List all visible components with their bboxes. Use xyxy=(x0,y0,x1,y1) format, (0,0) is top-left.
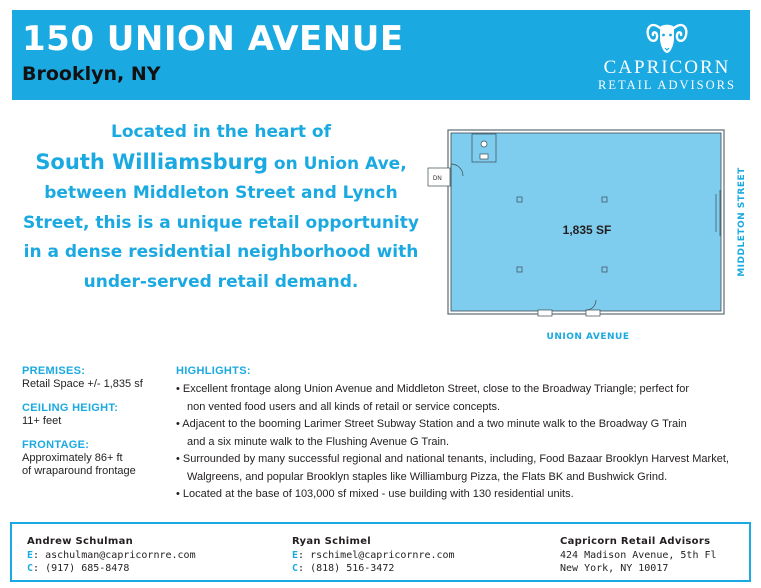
company-card xyxy=(560,535,717,576)
street-label-right: MIDDLETON STREET xyxy=(737,167,747,277)
company-logo xyxy=(592,16,742,96)
highlight-item: • Adjacent to the booming Larimer Street Subway Station and a two minute walk to the Broadway G Train xyxy=(176,418,687,430)
spec-value: Approximately 86+ ft xyxy=(22,452,123,464)
area-label: 1,835 SF xyxy=(562,223,612,237)
contact-card xyxy=(27,535,196,576)
specs-column xyxy=(22,365,172,489)
highlight-item: • Located at the base of 103,000 sf mixed - use building with 130 residential units. xyxy=(176,488,574,500)
highlight-item: • Excellent frontage along Union Avenue and Middleton Street, close to the Broadway Triangle; perfect for xyxy=(176,383,690,395)
property-location: Brooklyn, NY xyxy=(22,63,161,85)
company-address-line: 424 Madison Avenue, 5th Fl xyxy=(560,549,717,561)
highlight-item-cont: Walgreens, and popular Brooklyn staples like Williamburg Pizza, the Flats BK and Bushwick Grind. xyxy=(187,470,668,483)
door-label: DN xyxy=(433,176,442,182)
intro-line: between Middleton Street and Lynch xyxy=(44,183,398,203)
spec-value: Retail Space +/- 1,835 sf xyxy=(22,378,143,390)
contact-phone[interactable]: C: (917) 685-8478 xyxy=(27,563,130,574)
intro-highlight: South Williamsburg xyxy=(35,149,268,174)
header-banner xyxy=(12,10,750,100)
spec-label: CEILING HEIGHT: xyxy=(22,402,119,414)
spec-value: of wraparound frontage xyxy=(22,465,136,477)
spec-label: PREMISES: xyxy=(22,365,86,377)
contact-card xyxy=(292,535,455,576)
intro-line: under-served retail demand. xyxy=(83,271,359,292)
contact-email[interactable]: E: rschimel@capricornre.com xyxy=(292,549,455,561)
highlight-item: • Surrounded by many successful regional and national tenants, including, Food Bazaar Brooklyn Harvest Market, xyxy=(176,453,729,465)
contact-phone[interactable]: C: (818) 516-3472 xyxy=(292,563,395,574)
intro-line-rest: on Union Ave, xyxy=(268,153,407,174)
contact-name: Ryan Schimel xyxy=(292,536,372,547)
company-name: Capricorn Retail Advisors xyxy=(560,536,711,547)
floor-plan xyxy=(420,124,756,346)
spec-value: 11+ feet xyxy=(22,415,62,427)
logo-subtitle: RETAIL ADVISORS xyxy=(598,78,736,92)
ram-head-icon xyxy=(644,16,690,56)
intro-line: Street, this is a unique retail opportunity xyxy=(23,212,419,233)
contact-name: Andrew Schulman xyxy=(27,536,134,547)
contact-footer xyxy=(10,522,751,582)
intro-line: in a dense residential neighborhood with xyxy=(23,242,419,262)
intro-line: Located in the heart of xyxy=(111,122,331,142)
restroom xyxy=(472,134,496,162)
street-label-bottom: UNION AVENUE xyxy=(546,332,630,342)
spec-label: FRONTAGE: xyxy=(22,439,90,451)
highlight-item-cont: and a six minute walk to the Flushing Avenue G Train. xyxy=(187,435,450,448)
company-address-line: New York, NY 10017 xyxy=(560,563,669,574)
highlight-item-cont: non vented food users and all kinds of retail or service concepts. xyxy=(187,400,501,413)
highlights-column xyxy=(176,365,751,504)
property-title: 150 UNION AVENUE xyxy=(22,19,404,59)
intro-line xyxy=(15,148,427,180)
contact-email[interactable]: E: aschulman@capricornre.com xyxy=(27,549,196,561)
logo-name: CAPRICORN xyxy=(603,57,731,78)
highlights-label: HIGHLIGHTS: xyxy=(176,365,251,377)
intro-paragraph xyxy=(15,118,427,297)
